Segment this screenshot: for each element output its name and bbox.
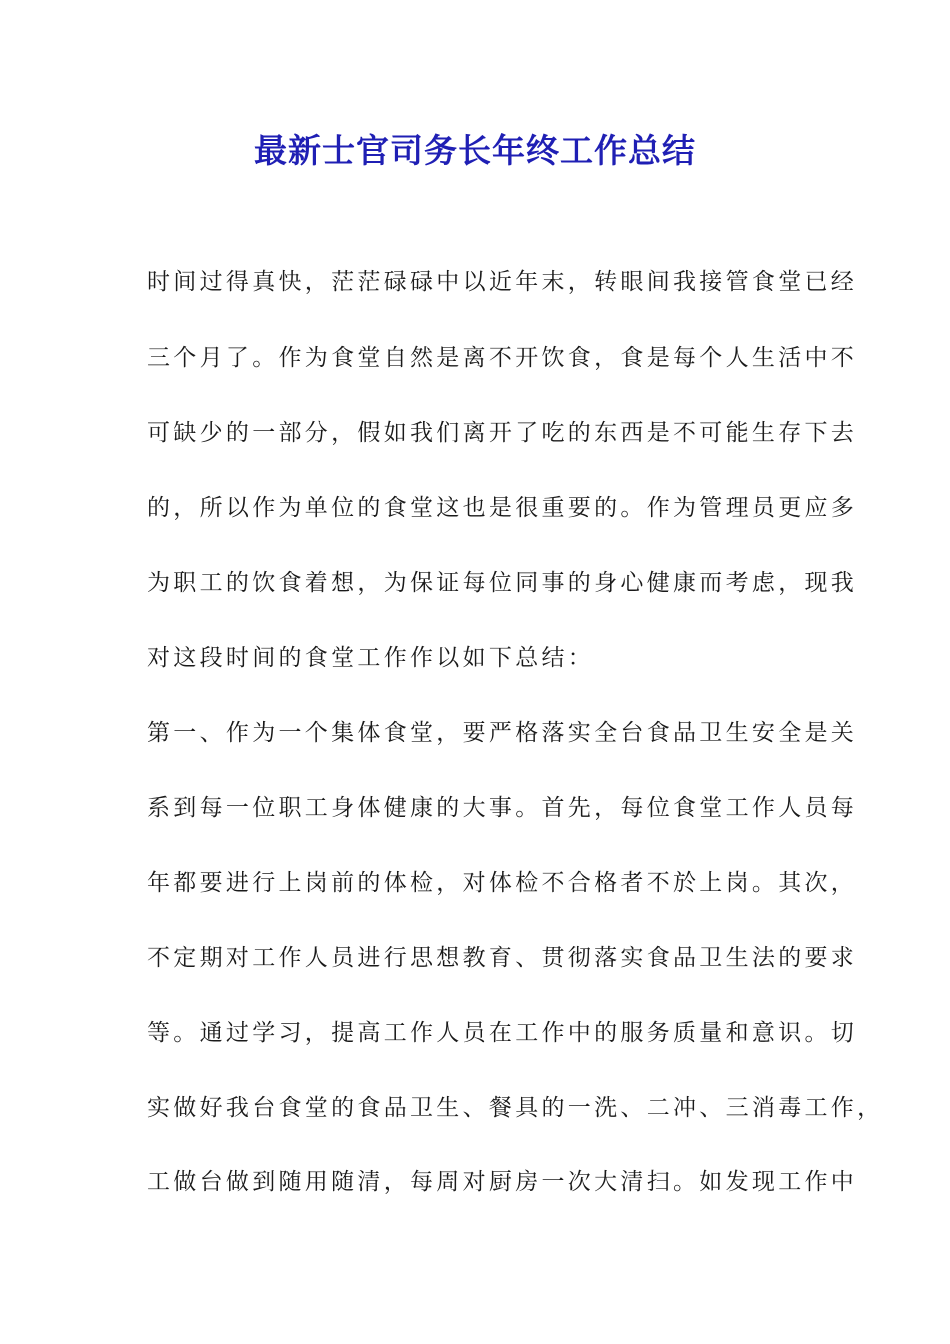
body-line: 为职工的饮食着想，为保证每位同事的身心健康而考虑，现我	[147, 570, 858, 596]
body-line: 工做台做到随用随清，每周对厨房一次大清扫。如发现工作中	[147, 1169, 858, 1195]
body-line: 时间过得真快，茫茫碌碌中以近年末，转眼间我接管食堂已经	[147, 269, 858, 295]
body-line: 系到每一位职工身体健康的大事。首先，每位食堂工作人员每	[147, 795, 858, 821]
body-line: 不定期对工作人员进行思想教育、贯彻落实食品卫生法的要求	[147, 945, 858, 971]
body-line: 三个月了。作为食堂自然是离不开饮食，食是每个人生活中不	[147, 345, 858, 371]
body-line: 的，所以作为单位的食堂这也是很重要的。作为管理员更应多	[147, 495, 858, 521]
body-line: 年都要进行上岗前的体检，对体检不合格者不於上岗。其次，	[147, 870, 858, 896]
body-line: 实做好我台食堂的食品卫生、餐具的一洗、二冲、三消毒工作，	[147, 1095, 884, 1121]
body-line: 等。通过学习，提高工作人员在工作中的服务质量和意识。切	[147, 1020, 858, 1046]
body-line: 对这段时间的食堂工作作以如下总结：	[147, 645, 595, 671]
body-line: 第一、作为一个集体食堂，要严格落实全台食品卫生安全是关	[147, 720, 858, 746]
document-title: 最新士官司务长年终工作总结	[254, 131, 696, 170]
body-line: 可缺少的一部分，假如我们离开了吃的东西是不可能生存下去	[147, 420, 858, 446]
